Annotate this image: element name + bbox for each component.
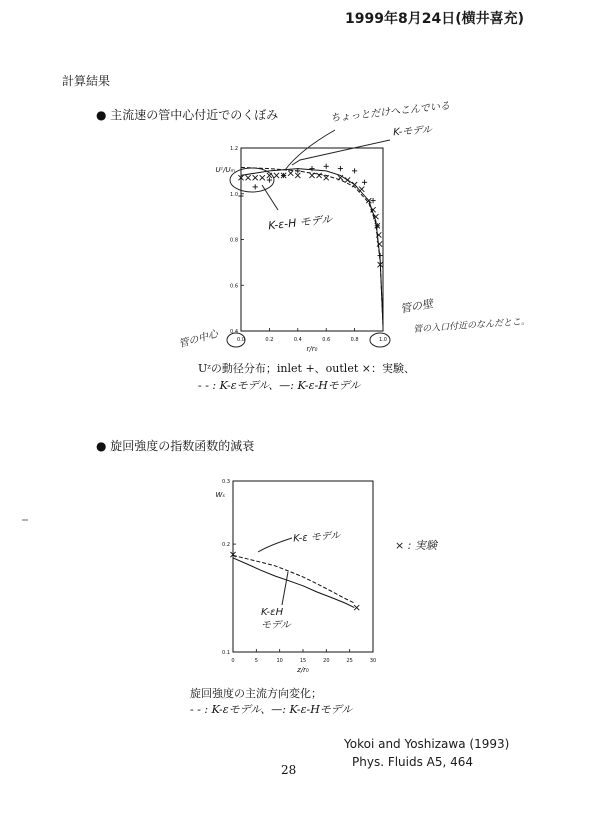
y-tick-label: 0.4: [230, 329, 238, 335]
x-tick-label: 20: [323, 658, 330, 664]
series-line-k-: [233, 555, 354, 603]
x-tick-label: 1.0: [379, 337, 387, 343]
section1-caption-line1: Uᶻの動径分布；inlet +、outlet ×：実験、: [198, 362, 415, 375]
y-tick-label: 0.2: [222, 542, 230, 549]
page-title: 計算結果: [62, 74, 111, 88]
x-tick-label: 5: [254, 658, 258, 664]
x-axis-label: r/r₀: [306, 345, 318, 353]
annotation-ke: K-ε モデル: [292, 530, 341, 545]
plot-frame: [233, 481, 373, 652]
annotation-keh-model: K-ε-H モデル: [267, 212, 333, 233]
annotation-k-model: K-モデル: [392, 124, 433, 139]
reference-line1: Yokoi and Yoshizawa (1993): [344, 737, 510, 751]
y-axis-label: Wₛ: [215, 491, 225, 499]
annotation-inlet: 管の入口付近のなんだとこ。: [412, 316, 531, 336]
section2-heading: ● 旋回強度の指数函数的減衰: [96, 439, 255, 453]
section1-caption-line2: - - : K-εモデル、—: K-ε-Hモデル: [198, 379, 361, 392]
section1-heading: ● 主流速の管中心付近でのくぼみ: [96, 108, 279, 122]
series-line-k-h: [233, 558, 354, 608]
y-tick-label: 0.6: [230, 283, 238, 290]
x-tick-label: 30: [369, 658, 377, 664]
annotation-keh: K-εH モデル: [261, 607, 291, 631]
annotation-experiment: × : 実験: [395, 539, 437, 552]
x-tick-label: 0.6: [322, 337, 331, 343]
x-tick-label: 10: [276, 658, 283, 664]
y-tick-label: 0.8: [230, 237, 238, 244]
y-tick-label: 0.1: [222, 650, 230, 656]
page-number: 28: [281, 763, 297, 777]
header-note: 1999年8月24日(横井喜充): [345, 11, 524, 27]
x-tick-label: 0: [231, 658, 235, 664]
x-tick-label: 0.8: [350, 337, 359, 343]
section2-caption-line2: - - : K-εモデル、—: K-ε-Hモデル: [190, 703, 353, 716]
x-tick-label: 0.0: [237, 337, 245, 343]
y-axis-label: Uᶻ/Uₘ: [215, 166, 235, 174]
annotation-dip: ちょっとだけへこんでいる: [329, 100, 451, 125]
x-tick-label: 25: [346, 658, 353, 664]
y-tick-label: 1.2: [230, 146, 238, 152]
y-tick-label: 0.3: [222, 479, 230, 485]
section2-caption-line1: 旋回強度の主流方向変化；: [190, 687, 322, 700]
annotation-wall: 管の壁: [399, 297, 434, 316]
annotation-center: 管の中心: [177, 328, 220, 351]
x-tick-label: 0.4: [293, 337, 302, 343]
x-tick-label: 0.2: [265, 337, 274, 343]
y-tick-label: 1.0: [230, 191, 238, 198]
x-tick-label: 15: [299, 658, 307, 664]
data-point--: [354, 605, 359, 610]
reference-line2: Phys. Fluids A5, 464: [352, 755, 474, 769]
x-axis-label: z/r₀: [297, 666, 309, 674]
